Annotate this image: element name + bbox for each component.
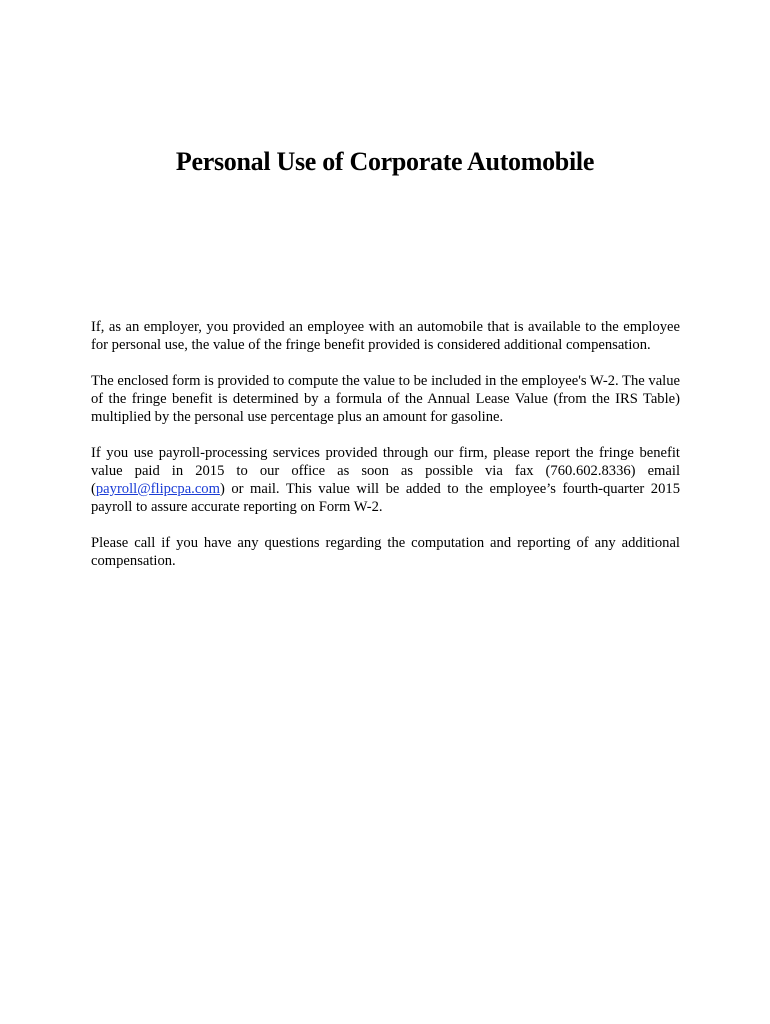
paragraph-payroll-services [91, 444, 680, 516]
paragraph-enclosed-form: The enclosed form is provided to compute the value to be included in the employee's W-2. The value of the fringe benefit is determined by a formula of the Annual Lease Value (from the IRS Table) multiplied by the personal use percentage plus an amount for gasoline. [91, 373, 680, 425]
paragraph-payroll-text-after: ) or mail. This value will be added to the employee’s fourth-quarter 2015 payroll to assure accurate reporting on Form W-2. [91, 481, 680, 515]
payroll-email-link[interactable]: payroll@flipcpa.com [95, 481, 220, 497]
document-body [91, 318, 680, 588]
paragraph-payroll-text-before: If you use payroll-processing services provided through our firm, please report the fringe benefit value paid in 2015 to our office as soon as possible via fax (760.602.8336) email ( [91, 445, 680, 497]
page-title: Personal Use of Corporate Automobile [175, 147, 595, 176]
paragraph-intro: If, as an employer, you provided an employee with an automobile that is available to the employee for personal use, the value of the fringe benefit provided is considered additional compensation. [91, 319, 680, 353]
paragraph-contact: Please call if you have any questions regarding the computation and reporting of any additional compensation. [91, 535, 680, 569]
